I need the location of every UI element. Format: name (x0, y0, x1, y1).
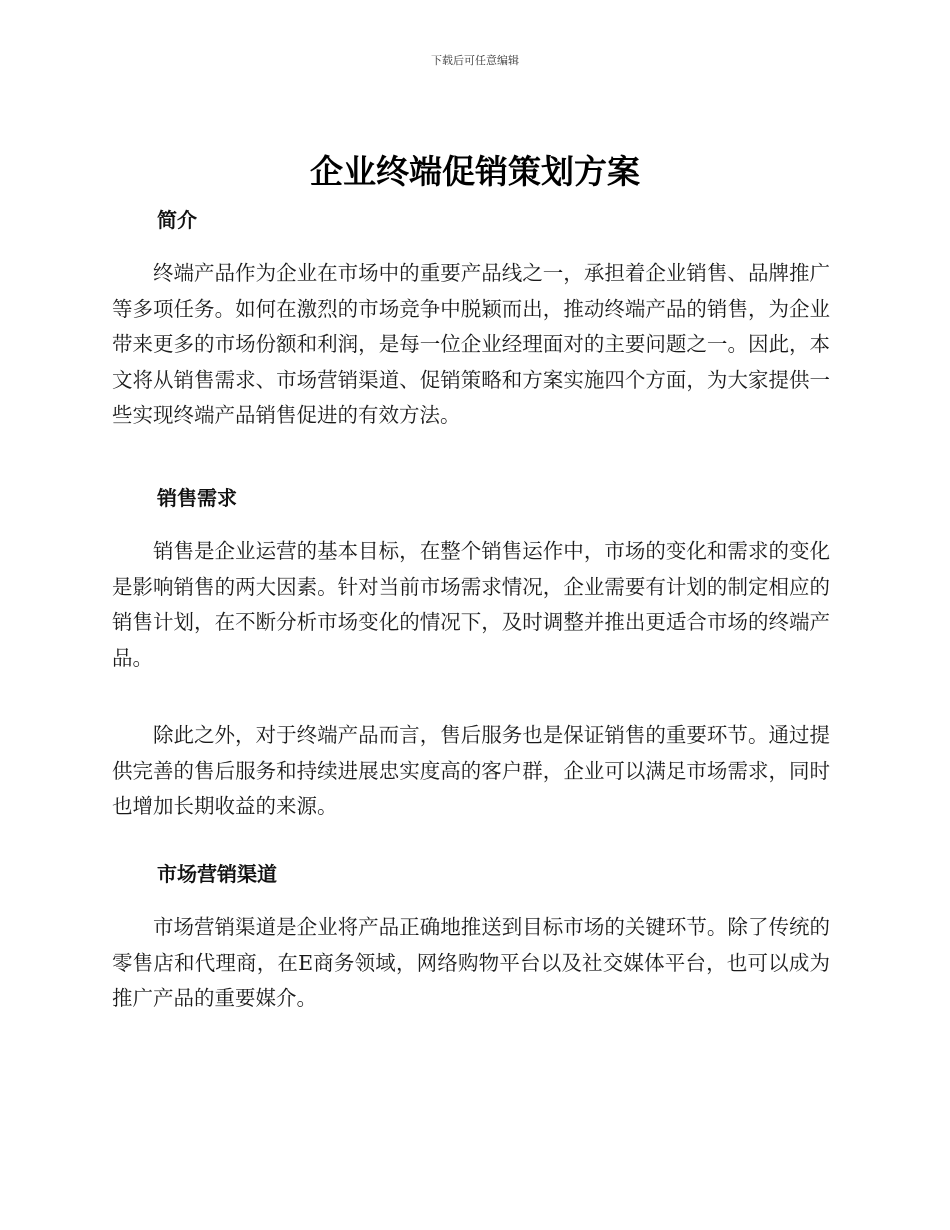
intro-paragraph: 终端产品作为企业在市场中的重要产品线之一，承担着企业销售、品牌推广等多项任务。如何在激烈的市场竞争中脱颖而出，推动终端产品的销售，为企业带来更多的市场份额和利润，是每一位企业经理面对的主要问题之一。因此，本文将从销售需求、市场营销渠道、促销策略和方案实施四个方面，为大家提供一些实现终端产品销售促进的有效方法。 (112, 261, 830, 427)
document-title: 企业终端促销策划方案 (310, 152, 640, 191)
sales-demand-paragraph-1: 销售是企业运营的基本目标，在整个销售运作中，市场的变化和需求的变化是影响销售的两大因素。针对当前市场需求情况，企业需要有计划的制定相应的销售计划，在不断分析市场变化的情况下，及时调整并推出更适合市场的终端产品。 (112, 539, 830, 670)
section-heading-sales-demand: 销售需求 (157, 486, 237, 510)
sales-demand-paragraph-2: 除此之外，对于终端产品而言，售后服务也是保证销售的重要环节。通过提供完善的售后服务和持续进展忠实度高的客户群，企业可以满足市场需求，同时也增加长期收益的来源。 (112, 723, 830, 818)
section-heading-marketing-channels: 市场营销渠道 (157, 862, 277, 886)
marketing-channels-paragraph: 市场营销渠道是企业将产品正确地推送到目标市场的关键环节。除了传统的零售店和代理商，在E商务领域，网络购物平台以及社交媒体平台，也可以成为推广产品的重要媒介。 (112, 915, 830, 1010)
section-heading-intro: 简介 (157, 208, 197, 232)
page-header-note: 下载后可任意编辑 (431, 54, 519, 67)
